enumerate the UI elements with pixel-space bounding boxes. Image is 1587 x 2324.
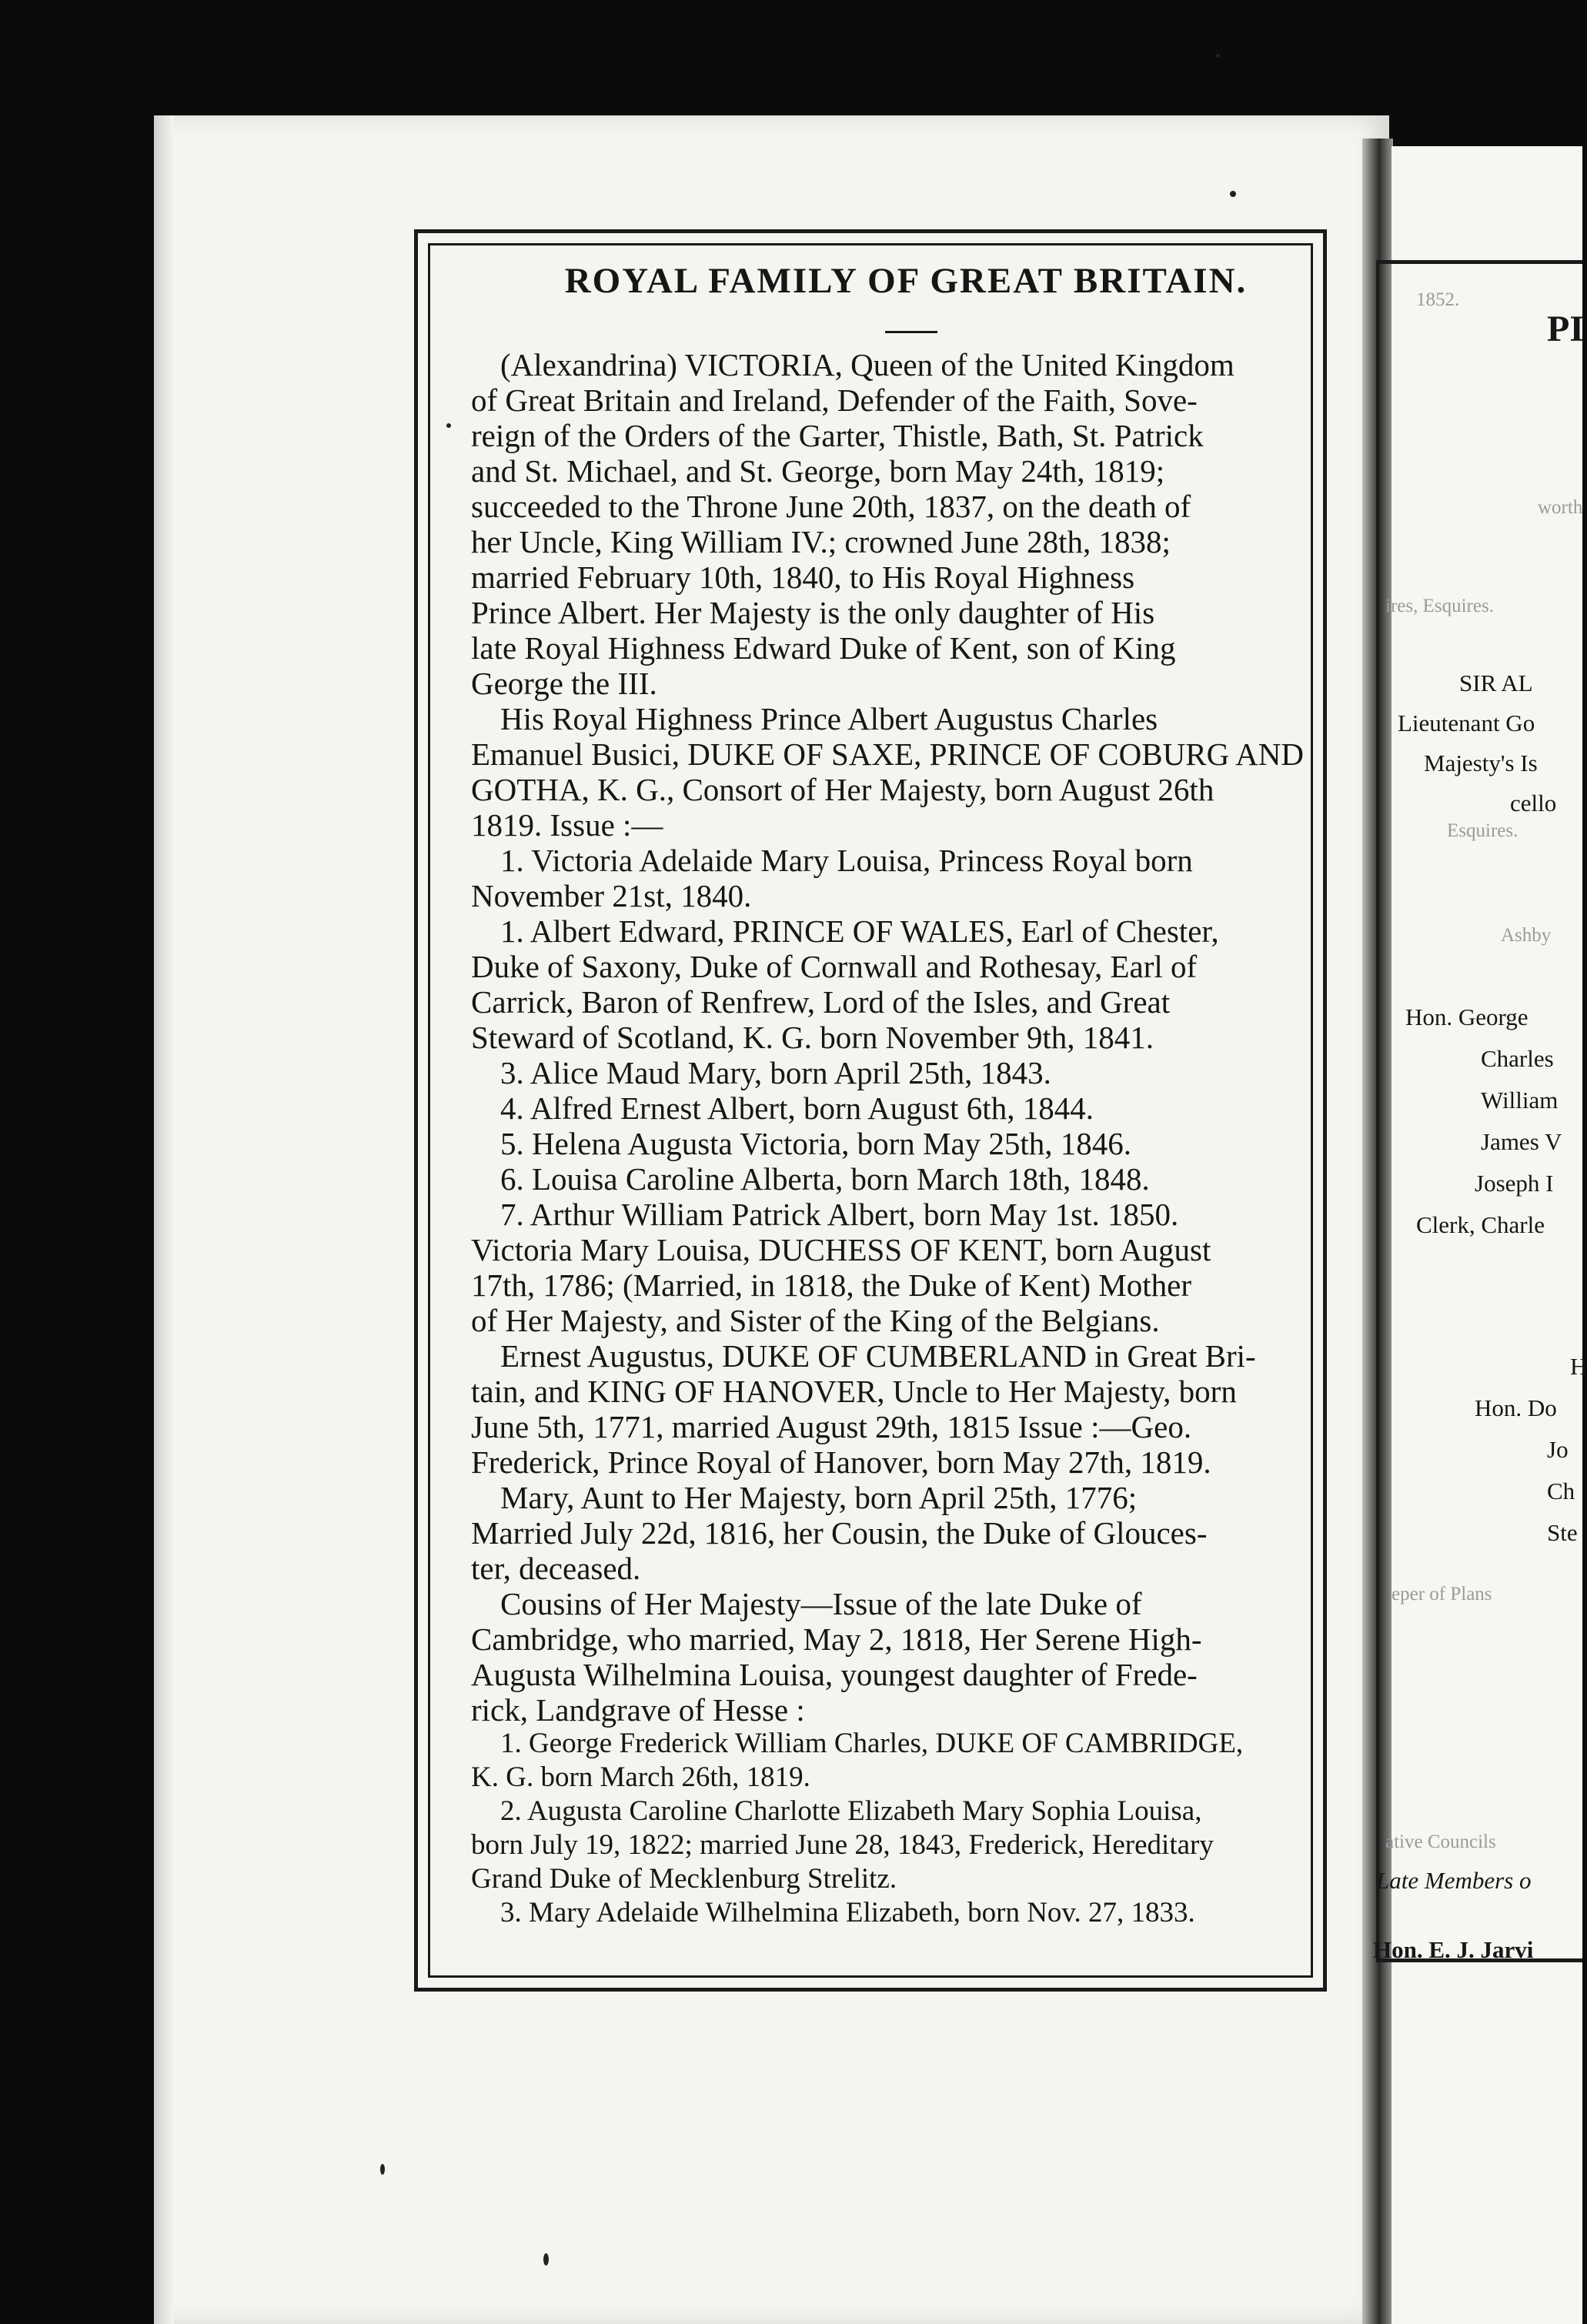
text-line: tain, and KING OF HANOVER, Uncle to Her Majesty, born <box>471 1374 1237 1409</box>
right-page-line: SIR AL <box>1459 669 1533 696</box>
right-page-line: Ste <box>1547 1519 1578 1546</box>
right-page-line: ative Councils <box>1385 1831 1496 1852</box>
right-page-line: William <box>1481 1087 1559 1114</box>
right-page-line: Clerk, Charle <box>1416 1211 1545 1238</box>
text-line: Carrick, Baron of Renfrew, Lord of the Isles, and Great <box>471 984 1171 1020</box>
text-line: K. G. born March 26th, 1819. <box>471 1761 810 1793</box>
right-page-line: Hon. Do <box>1475 1394 1557 1421</box>
text-line: 2. Augusta Caroline Charlotte Elizabeth Mary Sophia Louisa, <box>500 1795 1202 1827</box>
text-line: 3. Mary Adelaide Wilhelmina Elizabeth, born Nov. 27, 1833. <box>500 1897 1195 1928</box>
faint-text: worth <box>1538 497 1583 518</box>
text-line: of Great Britain and Ireland, Defender of the Faith, Sove- <box>471 382 1198 418</box>
right-page-line: Lieutenant Go <box>1398 710 1535 736</box>
text-line: 6. Louisa Caroline Alberta, born March 18th, 1848. <box>500 1161 1150 1197</box>
faint-text: Ashby <box>1501 925 1552 946</box>
text-line: 1. George Frederick William Charles, DUKE OF CAMBRIDGE, <box>500 1728 1244 1759</box>
right-page-line: cello <box>1510 790 1557 816</box>
text-line: Cambridge, who married, May 2, 1818, Her Serene High- <box>471 1621 1202 1657</box>
text-line: Emanuel Busici, DUKE OF SAXE, PRINCE OF COBURG AND <box>471 736 1304 772</box>
text-line: June 5th, 1771, married August 29th, 1815 Issue :—Geo. <box>471 1409 1192 1444</box>
text-line: succeeded to the Throne June 20th, 1837, on the death of <box>471 489 1191 524</box>
text-line: GOTHA, K. G., Consort of Her Majesty, born August 26th <box>471 772 1214 807</box>
text-line: of Her Majesty, and Sister of the King of the Belgians. <box>471 1303 1160 1338</box>
text-line: Ernest Augustus, DUKE OF CUMBERLAND in Great Bri- <box>500 1338 1256 1374</box>
right-page-line: Hon. E. J. Jarvi <box>1373 1936 1534 1963</box>
text-line: rick, Landgrave of Hesse : <box>471 1692 805 1728</box>
text-line: late Royal Highness Edward Duke of Kent, son of King <box>471 630 1176 666</box>
text-line: 5. Helena Augusta Victoria, born May 25th, 1846. <box>500 1126 1132 1161</box>
text-line: and St. Michael, and St. George, born May 24th, 1819; <box>471 453 1165 489</box>
text-line: Married July 22d, 1816, her Cousin, the Duke of Glouces- <box>471 1515 1208 1551</box>
right-page-line: Jo <box>1547 1436 1569 1463</box>
text-line: ter, deceased. <box>471 1551 641 1586</box>
text-line: Augusta Wilhelmina Louisa, youngest daughter of Frede- <box>471 1657 1198 1692</box>
text-line: 1. Albert Edward, PRINCE OF WALES, Earl of Chester, <box>500 913 1219 949</box>
right-page-line: Ch <box>1547 1478 1575 1504</box>
text-line: 7. Arthur William Patrick Albert, born May 1st. 1850. <box>500 1197 1179 1232</box>
text-line: 17th, 1786; (Married, in 1818, the Duke of Kent) Mother <box>471 1267 1191 1303</box>
text-line: reign of the Orders of the Garter, Thistle, Bath, St. Patrick <box>471 418 1204 453</box>
scan-speck <box>380 2164 385 2175</box>
faint-text: Esquires. <box>1447 820 1519 841</box>
right-page-heading: PI <box>1547 309 1584 349</box>
text-line: (Alexandrina) VICTORIA, Queen of the United Kingdom <box>500 347 1235 382</box>
text-line: 4. Alfred Ernest Albert, born August 6th, 1844. <box>500 1090 1094 1126</box>
right-page-line: Hon. George <box>1405 1003 1529 1030</box>
faint-text: 1852. <box>1416 289 1460 310</box>
right-page-line: Charles <box>1481 1045 1554 1072</box>
right-page-line: James V <box>1481 1128 1562 1155</box>
text-line: her Uncle, King William IV.; crowned June 28th, 1838; <box>471 524 1171 559</box>
page-title: ROYAL FAMILY OF GREAT BRITAIN. <box>564 261 1248 301</box>
text-line: Cousins of Her Majesty—Issue of the late Duke of <box>500 1586 1142 1621</box>
title-rule <box>885 331 937 333</box>
text-line: married February 10th, 1840, to His Royal Highness <box>471 559 1135 595</box>
scan-speck <box>1230 191 1236 197</box>
faint-text: eper of Plans <box>1392 1584 1492 1604</box>
text-line: November 21st, 1840. <box>471 878 752 913</box>
faint-text: ires, Esquires. <box>1385 596 1494 616</box>
right-page-line: Late Members o <box>1376 1867 1532 1894</box>
right-page-line: Joseph I <box>1475 1170 1554 1197</box>
text-line: born July 19, 1822; married June 28, 1843, Frederick, Hereditary <box>471 1829 1214 1861</box>
text-line: Victoria Mary Louisa, DUCHESS OF KENT, born August <box>471 1232 1211 1267</box>
text-line: George the III. <box>471 666 657 701</box>
text-line: Duke of Saxony, Duke of Cornwall and Rothesay, Earl of <box>471 949 1198 984</box>
text-line: 3. Alice Maud Mary, born April 25th, 1843. <box>500 1055 1051 1090</box>
text-line: 1. Victoria Adelaide Mary Louisa, Princess Royal born <box>500 843 1193 878</box>
text-line: His Royal Highness Prince Albert Augustus Charles <box>500 701 1158 736</box>
right-page-line: H <box>1570 1353 1587 1380</box>
text-line: Grand Duke of Mecklenburg Strelitz. <box>471 1863 897 1895</box>
text-line: Prince Albert. Her Majesty is the only daughter of His <box>471 595 1155 630</box>
text-line: 1819. Issue :— <box>471 807 663 843</box>
scan-speck <box>1216 54 1220 58</box>
text-line: Steward of Scotland, K. G. born November 9th, 1841. <box>471 1020 1154 1055</box>
text-line: Frederick, Prince Royal of Hanover, born May 27th, 1819. <box>471 1444 1211 1480</box>
scan-speck <box>543 2253 549 2266</box>
text-line: Mary, Aunt to Her Majesty, born April 25th, 1776; <box>500 1480 1138 1515</box>
right-page-line: Majesty's Is <box>1424 750 1538 776</box>
